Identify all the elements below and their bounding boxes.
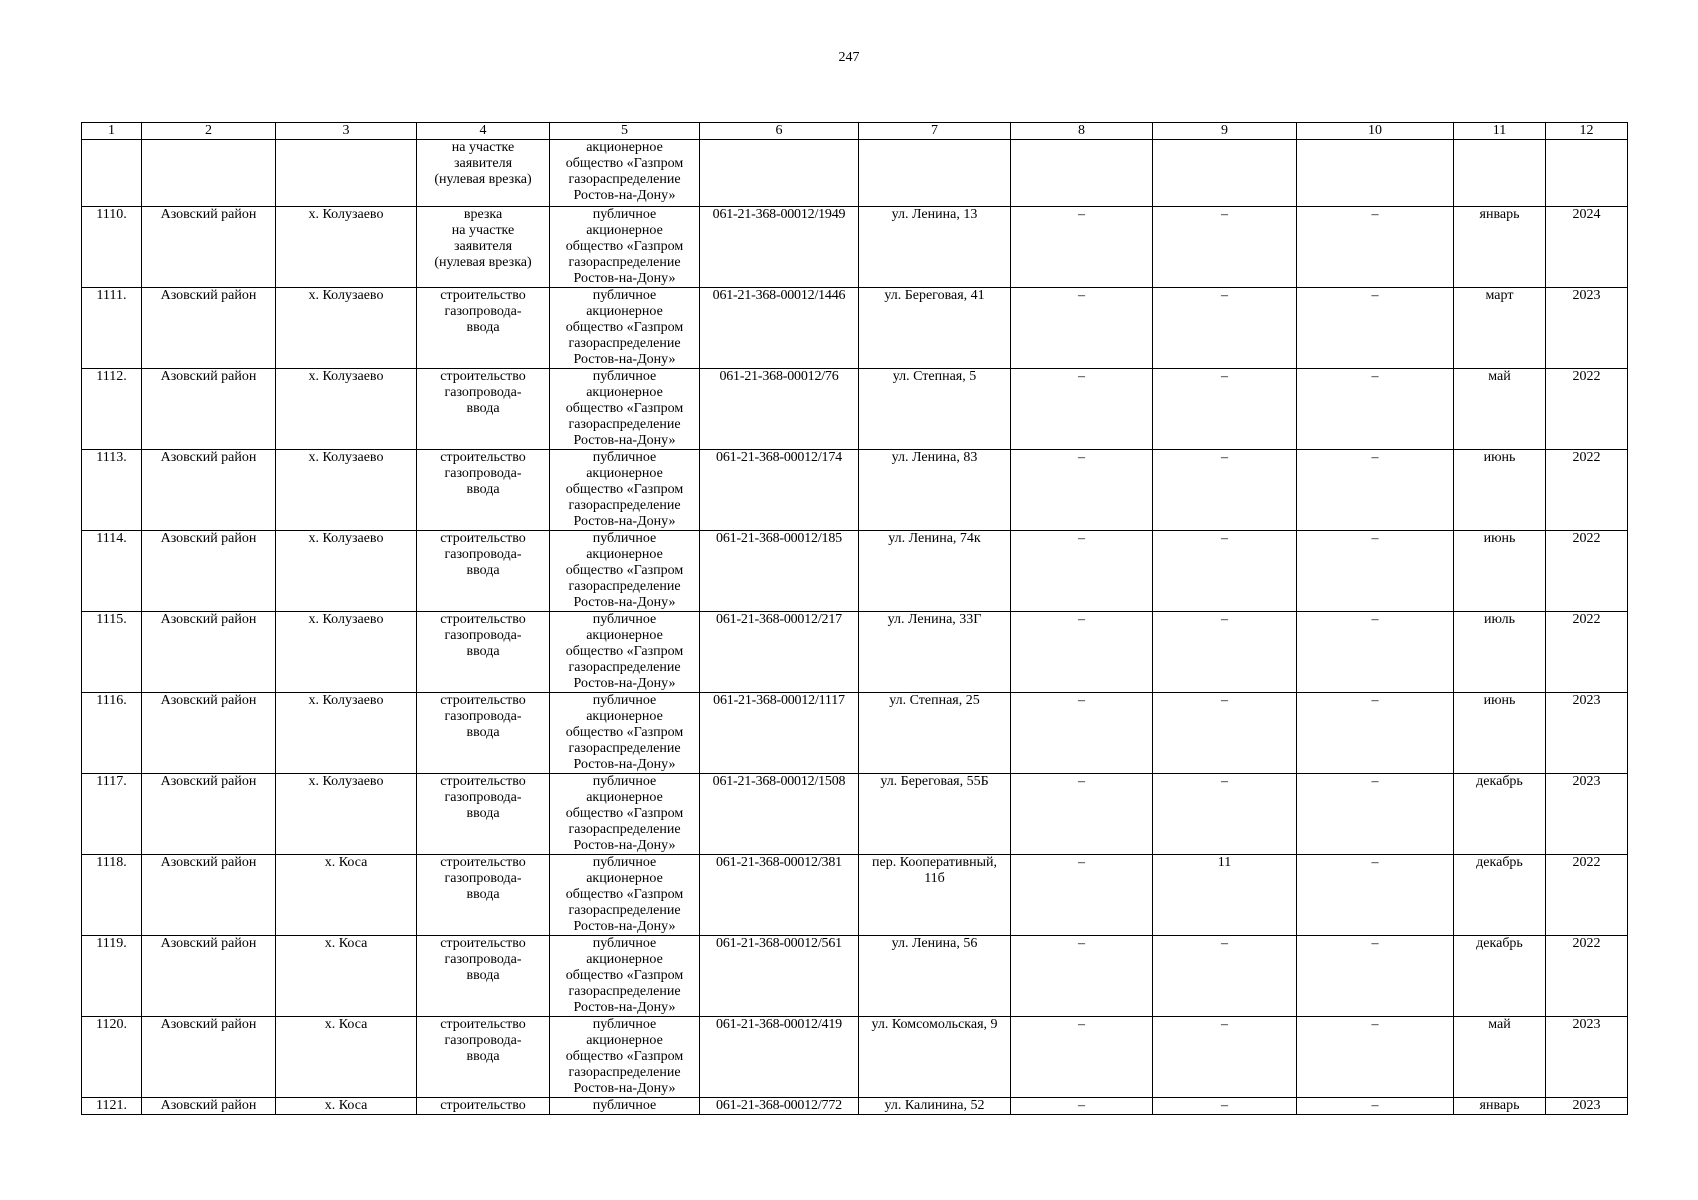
address-cell: ул. Ленина, 13: [859, 207, 1011, 288]
column-10-cell: –: [1297, 450, 1454, 531]
column-8-cell: –: [1011, 855, 1153, 936]
locality-cell: х. Колузаево: [276, 369, 417, 450]
table-cell: [859, 140, 1011, 207]
table-cell: [1546, 140, 1628, 207]
work-type-cell: строительство газопровода- ввода: [417, 936, 550, 1017]
locality-cell: х. Колузаево: [276, 531, 417, 612]
district-cell: Азовский район: [142, 1017, 276, 1098]
organization-cell: публичное акционерное общество «Газпром газораспределение Ростов-на-Дону»: [550, 612, 700, 693]
address-cell: ул. Ленина, 33Г: [859, 612, 1011, 693]
table-row: [82, 1098, 1628, 1115]
application-number-cell: 061-21-368-00012/419: [700, 1017, 859, 1098]
column-header: 3: [276, 123, 417, 140]
column-header: 6: [700, 123, 859, 140]
column-8-cell: –: [1011, 936, 1153, 1017]
work-type-cell: врезка на участке заявителя (нулевая врезка): [417, 207, 550, 288]
work-type-cell: строительство газопровода- ввода: [417, 612, 550, 693]
row-number-cell: 1114.: [82, 531, 142, 612]
row-number-cell: 1113.: [82, 450, 142, 531]
table-row: [82, 693, 1628, 774]
column-9-cell: –: [1153, 936, 1297, 1017]
address-cell: ул. Береговая, 55Б: [859, 774, 1011, 855]
column-9-cell: –: [1153, 693, 1297, 774]
month-cell: декабрь: [1454, 855, 1546, 936]
column-header: 5: [550, 123, 700, 140]
column-9-cell: –: [1153, 288, 1297, 369]
table-row: [82, 531, 1628, 612]
organization-cell: публичное акционерное общество «Газпром газораспределение Ростов-на-Дону»: [550, 936, 700, 1017]
district-cell: Азовский район: [142, 693, 276, 774]
column-header: 10: [1297, 123, 1454, 140]
column-10-cell: –: [1297, 531, 1454, 612]
column-header: 4: [417, 123, 550, 140]
application-number-cell: 061-21-368-00012/76: [700, 369, 859, 450]
column-8-cell: –: [1011, 288, 1153, 369]
month-cell: март: [1454, 288, 1546, 369]
column-header: 7: [859, 123, 1011, 140]
column-9-cell: –: [1153, 1098, 1297, 1115]
column-8-cell: –: [1011, 612, 1153, 693]
column-header: 11: [1454, 123, 1546, 140]
application-number-cell: 061-21-368-00012/174: [700, 450, 859, 531]
work-type-cell: строительство газопровода- ввода: [417, 369, 550, 450]
row-number-cell: 1120.: [82, 1017, 142, 1098]
address-cell: ул. Ленина, 74к: [859, 531, 1011, 612]
month-cell: июнь: [1454, 450, 1546, 531]
organization-cell: публичное акционерное общество «Газпром газораспределение Ростов-на-Дону»: [550, 369, 700, 450]
organization-cell: публичное акционерное общество «Газпром газораспределение Ростов-на-Дону»: [550, 774, 700, 855]
column-9-cell: –: [1153, 1017, 1297, 1098]
table-cell: [700, 140, 859, 207]
column-8-cell: –: [1011, 1098, 1153, 1115]
column-9-cell: 11: [1153, 855, 1297, 936]
month-cell: май: [1454, 1017, 1546, 1098]
district-cell: Азовский район: [142, 531, 276, 612]
column-10-cell: –: [1297, 855, 1454, 936]
column-9-cell: –: [1153, 207, 1297, 288]
month-cell: январь: [1454, 207, 1546, 288]
district-cell: Азовский район: [142, 450, 276, 531]
page-number: 247: [838, 50, 860, 65]
application-number-cell: 061-21-368-00012/1446: [700, 288, 859, 369]
organization-cell: публичное акционерное общество «Газпром газораспределение Ростов-на-Дону»: [550, 531, 700, 612]
district-cell: Азовский район: [142, 207, 276, 288]
column-10-cell: –: [1297, 207, 1454, 288]
application-number-cell: 061-21-368-00012/772: [700, 1098, 859, 1115]
year-cell: 2022: [1546, 450, 1628, 531]
column-header: 9: [1153, 123, 1297, 140]
application-number-cell: 061-21-368-00012/561: [700, 936, 859, 1017]
month-cell: декабрь: [1454, 774, 1546, 855]
table-row: [82, 288, 1628, 369]
district-cell: Азовский район: [142, 288, 276, 369]
address-cell: ул. Комсомольская, 9: [859, 1017, 1011, 1098]
address-cell: ул. Ленина, 83: [859, 450, 1011, 531]
column-8-cell: –: [1011, 693, 1153, 774]
district-cell: Азовский район: [142, 369, 276, 450]
month-cell: июнь: [1454, 693, 1546, 774]
organization-cell: публичное акционерное общество «Газпром газораспределение Ростов-на-Дону»: [550, 693, 700, 774]
address-cell: ул. Ленина, 56: [859, 936, 1011, 1017]
district-cell: Азовский район: [142, 1098, 276, 1115]
continuation-row: [82, 140, 1628, 207]
work-type-cell: строительство газопровода- ввода: [417, 531, 550, 612]
month-cell: июль: [1454, 612, 1546, 693]
column-header: 8: [1011, 123, 1153, 140]
column-8-cell: –: [1011, 450, 1153, 531]
month-cell: декабрь: [1454, 936, 1546, 1017]
column-number-row: [82, 123, 1628, 140]
column-10-cell: –: [1297, 612, 1454, 693]
table-cell: [142, 140, 276, 207]
year-cell: 2022: [1546, 531, 1628, 612]
address-cell: ул. Береговая, 41: [859, 288, 1011, 369]
year-cell: 2022: [1546, 936, 1628, 1017]
table-row: [82, 369, 1628, 450]
district-cell: Азовский район: [142, 936, 276, 1017]
table-row: [82, 855, 1628, 936]
organization-cell: публичное акционерное общество «Газпром газораспределение Ростов-на-Дону»: [550, 1017, 700, 1098]
address-cell: пер. Кооперативный, 11б: [859, 855, 1011, 936]
row-number-cell: 1116.: [82, 693, 142, 774]
locality-cell: х. Колузаево: [276, 207, 417, 288]
column-10-cell: –: [1297, 1098, 1454, 1115]
locality-cell: х. Коса: [276, 855, 417, 936]
district-cell: Азовский район: [142, 855, 276, 936]
column-10-cell: –: [1297, 369, 1454, 450]
year-cell: 2022: [1546, 855, 1628, 936]
table-cell: [1011, 140, 1153, 207]
address-cell: ул. Калинина, 52: [859, 1098, 1011, 1115]
column-10-cell: –: [1297, 936, 1454, 1017]
year-cell: 2022: [1546, 612, 1628, 693]
table-row: [82, 612, 1628, 693]
row-number-cell: 1112.: [82, 369, 142, 450]
column-9-cell: –: [1153, 531, 1297, 612]
application-number-cell: 061-21-368-00012/1508: [700, 774, 859, 855]
year-cell: 2023: [1546, 1098, 1628, 1115]
column-9-cell: –: [1153, 369, 1297, 450]
column-8-cell: –: [1011, 1017, 1153, 1098]
column-header: 2: [142, 123, 276, 140]
row-number-cell: 1111.: [82, 288, 142, 369]
organization-cell: публичное акционерное общество «Газпром газораспределение Ростов-на-Дону»: [550, 855, 700, 936]
year-cell: 2023: [1546, 288, 1628, 369]
year-cell: 2024: [1546, 207, 1628, 288]
locality-cell: х. Колузаево: [276, 774, 417, 855]
column-10-cell: –: [1297, 693, 1454, 774]
work-type-cell: строительство газопровода- ввода: [417, 1017, 550, 1098]
organization-cell: публичное акционерное общество «Газпром газораспределение Ростов-на-Дону»: [550, 450, 700, 531]
row-number-cell: 1110.: [82, 207, 142, 288]
work-type-cell: строительство газопровода- ввода: [417, 774, 550, 855]
column-10-cell: –: [1297, 774, 1454, 855]
column-8-cell: –: [1011, 774, 1153, 855]
table-row: [82, 207, 1628, 288]
table-row: [82, 1017, 1628, 1098]
district-cell: Азовский район: [142, 774, 276, 855]
row-number-cell: 1115.: [82, 612, 142, 693]
application-number-cell: 061-21-368-00012/185: [700, 531, 859, 612]
table-cell: [1297, 140, 1454, 207]
locality-cell: х. Коса: [276, 1017, 417, 1098]
work-type-cell: на участке заявителя (нулевая врезка): [417, 140, 550, 207]
row-number-cell: 1118.: [82, 855, 142, 936]
year-cell: 2022: [1546, 369, 1628, 450]
year-cell: 2023: [1546, 693, 1628, 774]
month-cell: май: [1454, 369, 1546, 450]
locality-cell: х. Колузаево: [276, 612, 417, 693]
gas-connection-table: [81, 122, 1628, 1115]
column-8-cell: –: [1011, 531, 1153, 612]
address-cell: ул. Степная, 25: [859, 693, 1011, 774]
work-type-cell: строительство: [417, 1098, 550, 1115]
locality-cell: х. Коса: [276, 1098, 417, 1115]
work-type-cell: строительство газопровода- ввода: [417, 693, 550, 774]
work-type-cell: строительство газопровода- ввода: [417, 855, 550, 936]
column-9-cell: –: [1153, 774, 1297, 855]
application-number-cell: 061-21-368-00012/381: [700, 855, 859, 936]
table-row: [82, 450, 1628, 531]
table-cell: [276, 140, 417, 207]
year-cell: 2023: [1546, 1017, 1628, 1098]
organization-cell: акционерное общество «Газпром газораспределение Ростов-на-Дону»: [550, 140, 700, 207]
column-header: 12: [1546, 123, 1628, 140]
organization-cell: публичное: [550, 1098, 700, 1115]
row-number-cell: 1121.: [82, 1098, 142, 1115]
work-type-cell: строительство газопровода- ввода: [417, 450, 550, 531]
locality-cell: х. Коса: [276, 936, 417, 1017]
column-header: 1: [82, 123, 142, 140]
row-number-cell: 1117.: [82, 774, 142, 855]
table-row: [82, 774, 1628, 855]
table-cell: [1153, 140, 1297, 207]
column-10-cell: –: [1297, 1017, 1454, 1098]
table-cell: [1454, 140, 1546, 207]
district-cell: Азовский район: [142, 612, 276, 693]
locality-cell: х. Колузаево: [276, 288, 417, 369]
column-9-cell: –: [1153, 612, 1297, 693]
address-cell: ул. Степная, 5: [859, 369, 1011, 450]
column-8-cell: –: [1011, 207, 1153, 288]
year-cell: 2023: [1546, 774, 1628, 855]
month-cell: январь: [1454, 1098, 1546, 1115]
locality-cell: х. Колузаево: [276, 693, 417, 774]
organization-cell: публичное акционерное общество «Газпром газораспределение Ростов-на-Дону»: [550, 207, 700, 288]
application-number-cell: 061-21-368-00012/217: [700, 612, 859, 693]
column-9-cell: –: [1153, 450, 1297, 531]
organization-cell: публичное акционерное общество «Газпром газораспределение Ростов-на-Дону»: [550, 288, 700, 369]
application-number-cell: 061-21-368-00012/1949: [700, 207, 859, 288]
table-cell: [82, 140, 142, 207]
application-number-cell: 061-21-368-00012/1117: [700, 693, 859, 774]
month-cell: июнь: [1454, 531, 1546, 612]
locality-cell: х. Колузаево: [276, 450, 417, 531]
column-8-cell: –: [1011, 369, 1153, 450]
column-10-cell: –: [1297, 288, 1454, 369]
work-type-cell: строительство газопровода- ввода: [417, 288, 550, 369]
table-row: [82, 936, 1628, 1017]
row-number-cell: 1119.: [82, 936, 142, 1017]
